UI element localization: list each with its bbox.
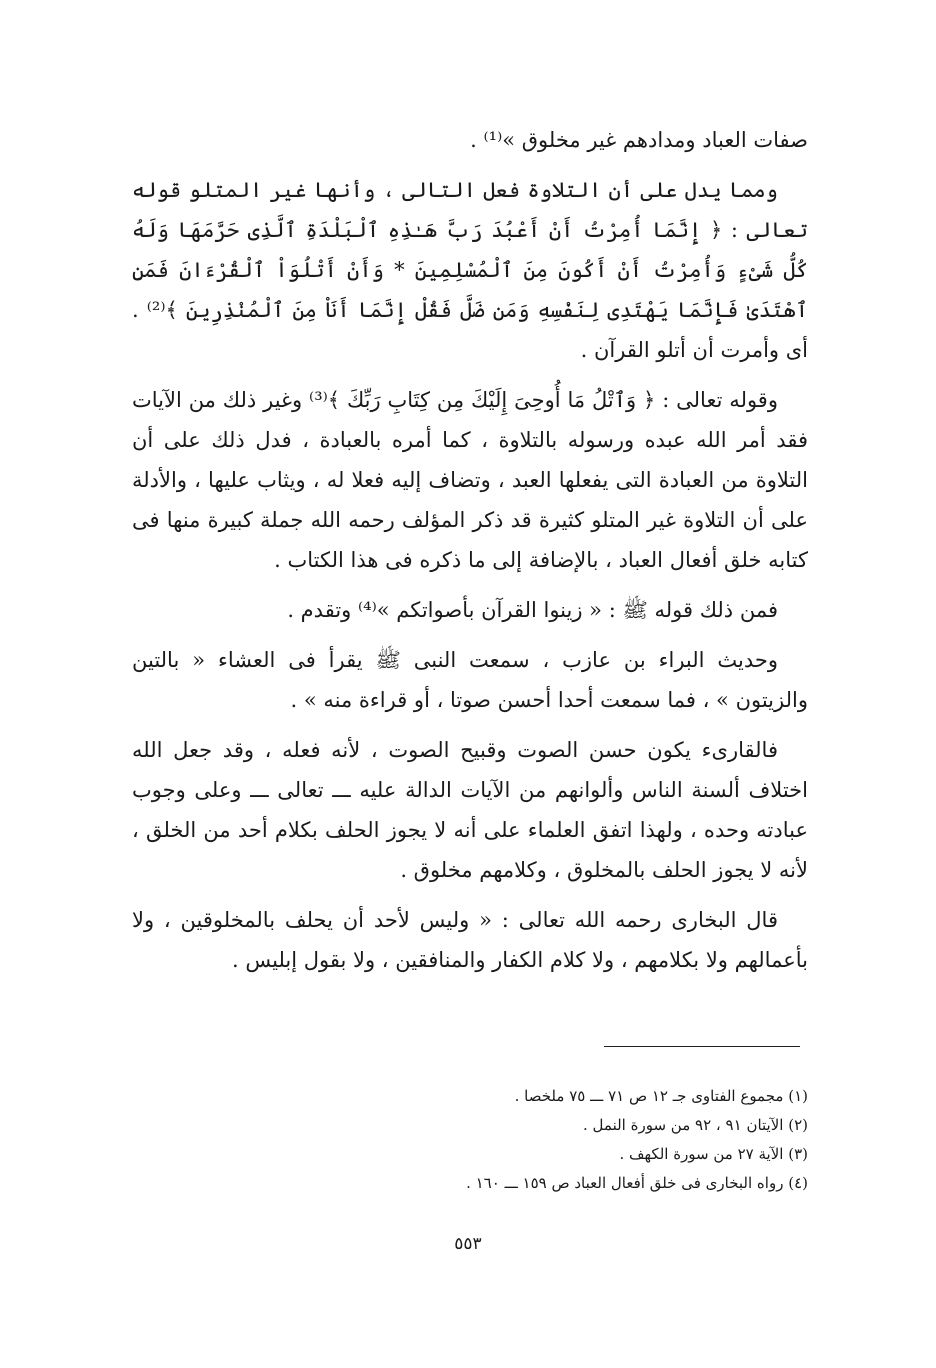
paragraph: وقوله تعالى : ﴿ وَٱتْلُ مَا أُوحِىَ إِلَيْكَ مِن كِتَابِ رَبِّكَ ﴾⁽³⁾ وغير ذلك من الآيات فقد أمر الله عبده ورسوله بالتلاوة ، كما أمره بالعبادة ، فدل ذلك على أن التلاوة من العبادة التى يفعلها العبد ، وتضاف إليه فعلا له ، ويثاب عليها ، والأدلة على أن التلاوة غير المتلو كثيرة قد ذكر المؤلف رحمه الله جملة كبيرة منها فى كتابه خلق أفعال العباد ، بالإضافة إلى ما ذكره فى هذا الكتاب . xyxy=(132,388,808,572)
main-text xyxy=(132,120,808,990)
footnote: (٣) الآية ٢٧ من سورة الكهف . xyxy=(619,1145,808,1163)
footnote: (٢) الآيتان ٩١ ، ٩٢ من سورة النمل . xyxy=(583,1116,808,1134)
footnote-divider xyxy=(604,1046,800,1047)
footnotes xyxy=(132,1082,808,1198)
paragraph: فالقارىء يكون حسن الصوت وقبيح الصوت ، لأنه فعله ، وقد جعل الله اختلاف ألسنة الناس وألوانهم من الآيات الدالة عليه ـــ تعالى ـــ وعلى وجوب عبادته وحده ، ولهذا اتفق العلماء على أنه لا يجوز الحلف بكلام أحد من الخلق ، لأنه لا يجوز الحلف بالمخلوق ، وكلامهم مخلوق . xyxy=(132,738,808,882)
paragraph: فمن ذلك قوله ﷺ : « زينوا القرآن بأصواتكم »⁽⁴⁾ وتقدم . xyxy=(287,598,778,622)
paragraph-continuation: صفات العباد ومدادهم غير مخلوق »⁽¹⁾ . xyxy=(470,128,808,152)
footnote: (١) مجموع الفتاوى جـ ١٢ ص ٧١ ـــ ٧٥ ملخصا . xyxy=(514,1087,808,1105)
paragraph: ومما يدل على أن التلاوة فعل التالى ، وأنها غير المتلو قوله تعالى : ﴿ إِنَّمَا أُمِرْتُ أَنْ أَعْبُدَ رَبَّ هَـٰذِهِ ٱلْبَلْدَةِ ٱلَّذِى حَرَّمَهَا وَلَهُ كُلُّ شَىْءٍ وَأُمِرْتُ أَنْ أَكُونَ مِنَ ٱلْمُسْلِمِينَ * وَأَنْ أَتْلُوَاْ ٱلْقُرْءَانَ فَمَنِ ٱهْتَدَىٰ فَإِنَّمَا يَهْتَدِى لِنَفْسِهِ وَمَن ضَلَّ فَقُلْ إِنَّمَا أَنَاْ مِنَ ٱلْمُنْذِرِينَ ﴾⁽²⁾ . أى وأمرت أن أتلو القرآن . xyxy=(132,178,808,362)
paragraph: وحديث البراء بن عازب ، سمعت النبى ﷺ يقرأ فى العشاء « بالتين والزيتون » ، فما سمعت أحدا أحسن صوتا ، أو قراءة منه » . xyxy=(132,648,808,712)
page-number: ٥٥٣ xyxy=(454,1234,482,1254)
paragraph: قال البخارى رحمه الله تعالى : « وليس لأحد أن يحلف بالمخلوقين ، ولا بأعمالهم ولا بكلامهم ، ولا كلام الكفار والمنافقين ، ولا بقول إبليس . xyxy=(132,908,808,972)
footnote: (٤) رواه البخارى فى خلق أفعال العباد ص ١٥٩ ـــ ١٦٠ . xyxy=(466,1174,808,1192)
